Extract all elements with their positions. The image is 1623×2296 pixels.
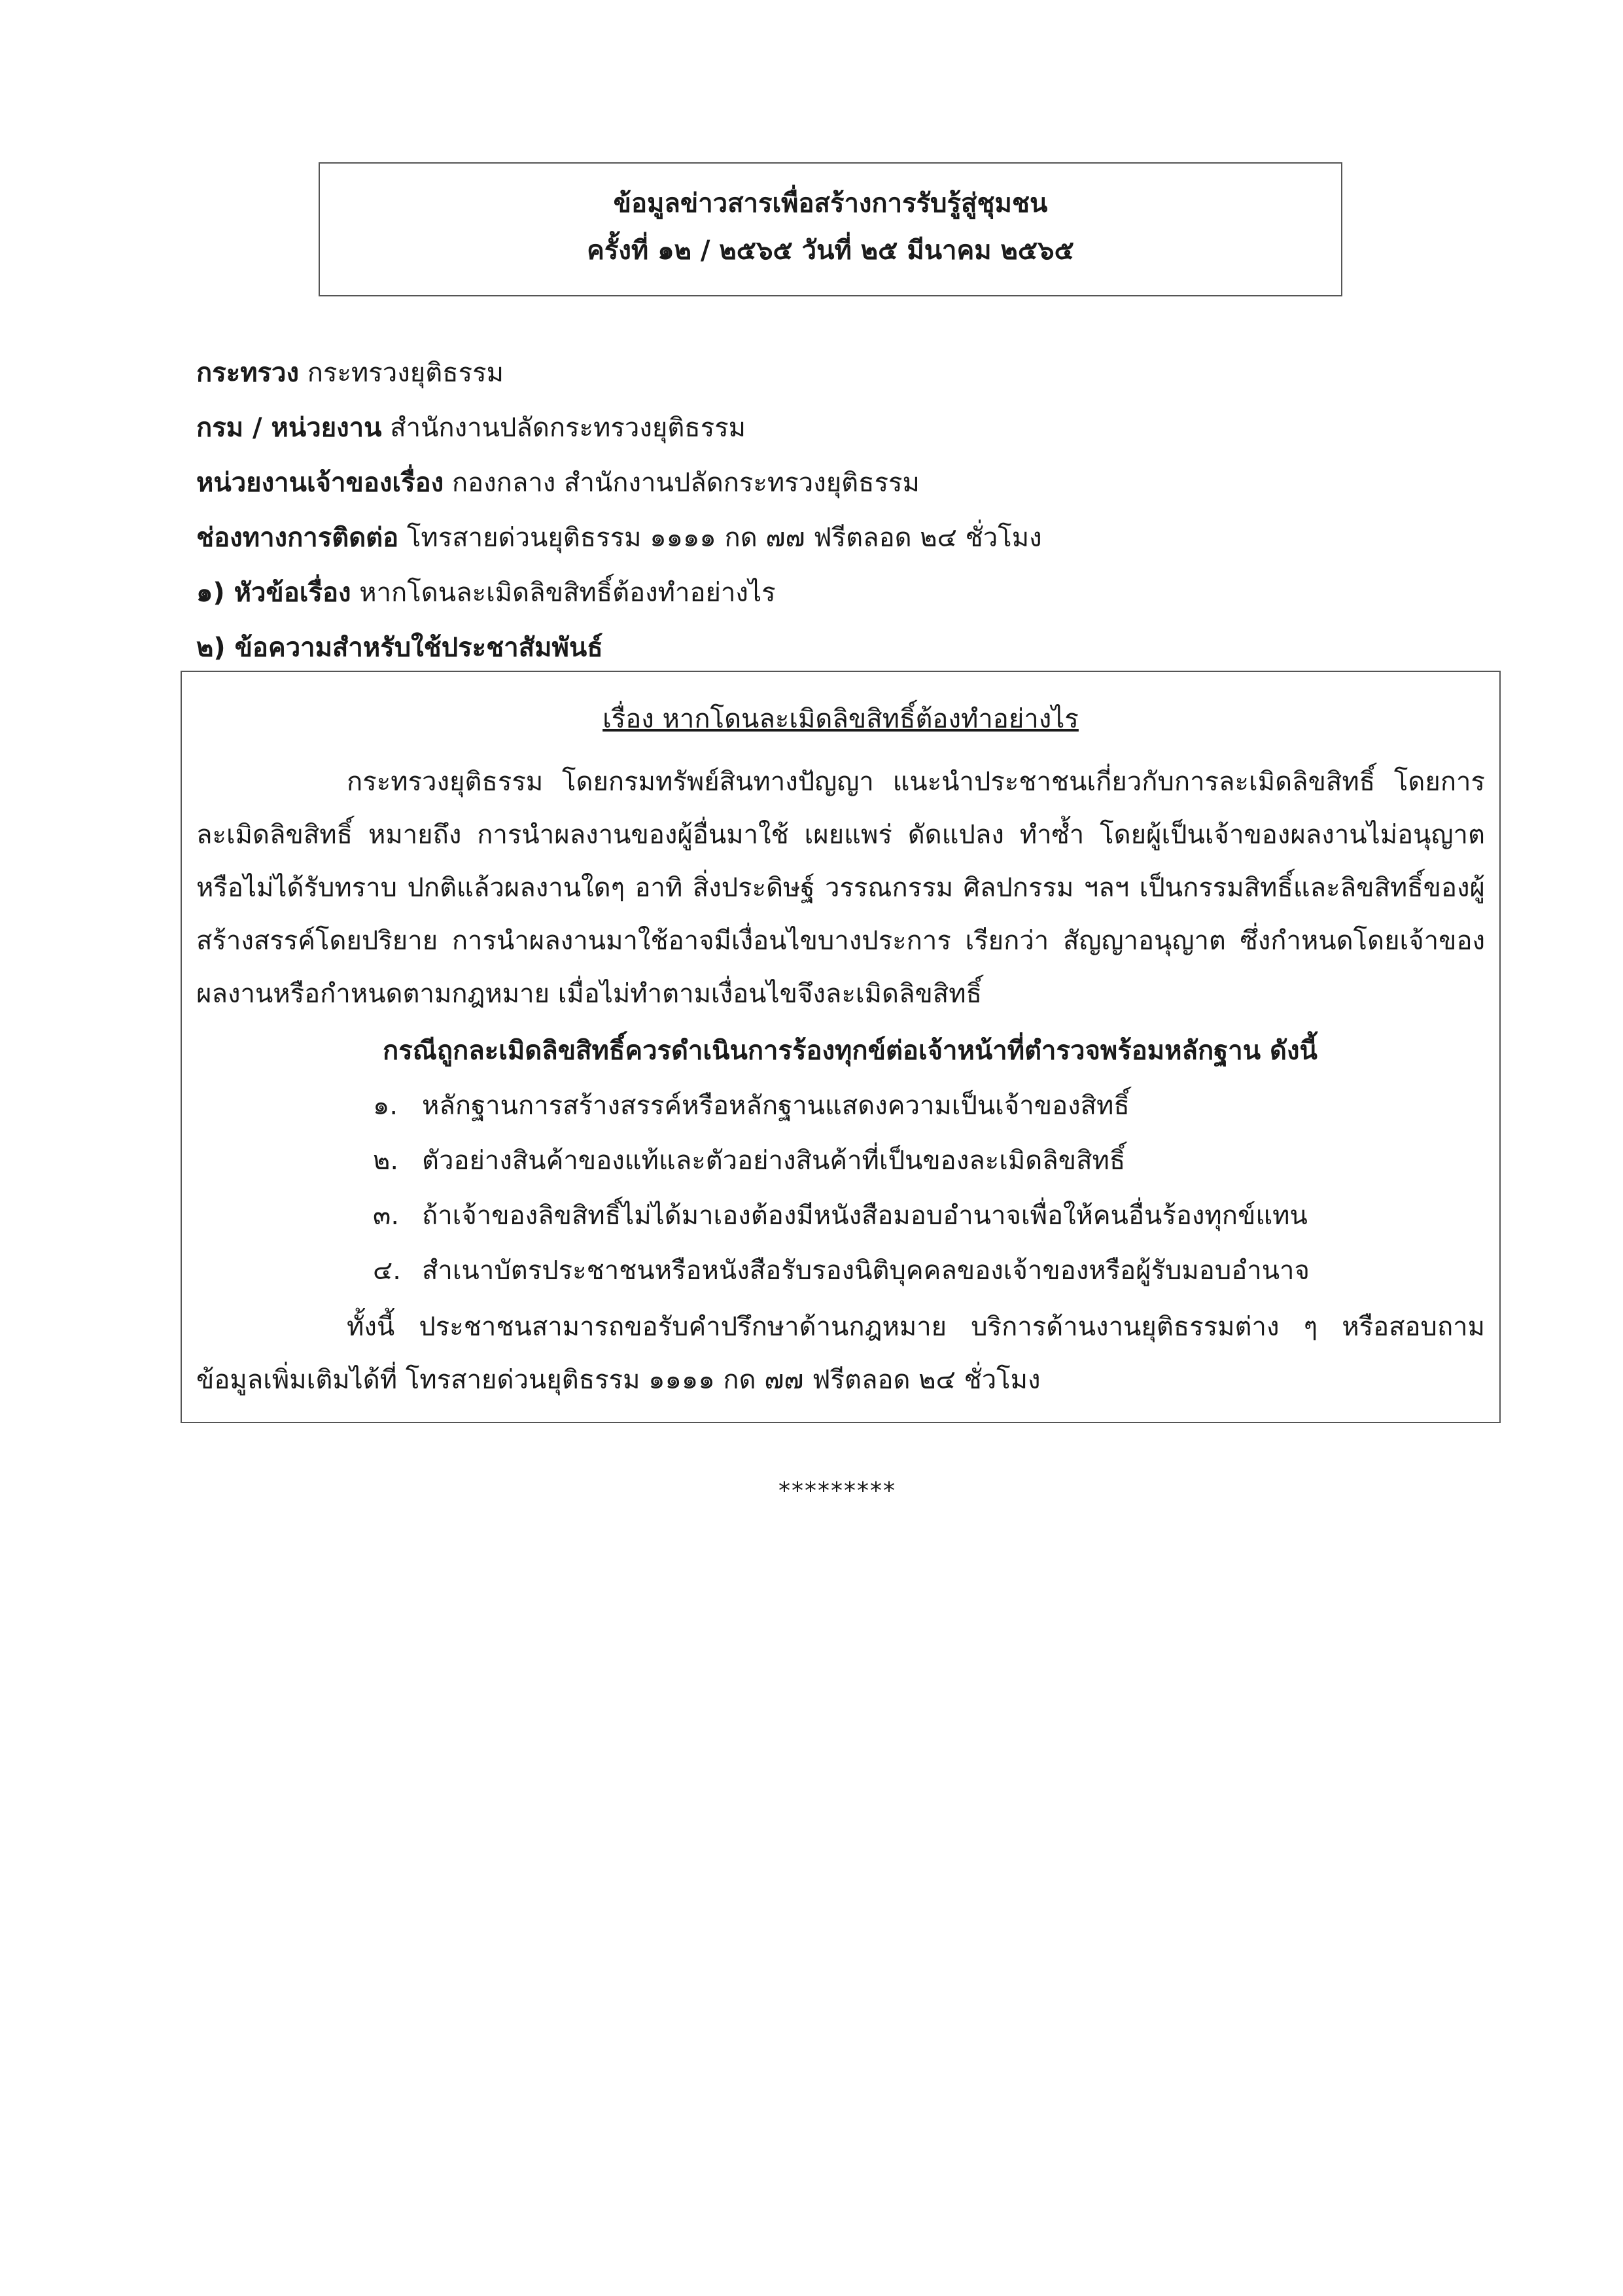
ministry-line	[196, 345, 1439, 400]
closing-text: ทั้งนี้ ประชาชนสามารถขอรับคำปรึกษาด้านกฎหมาย บริการด้านงานยุติธรรมต่าง ๆ หรือสอบถามข้อมูลเพิ่มเติมได้ที่ โทรสายด่วนยุติธรรม ๑๑๑๑ กด ๗๗ ฟรีตลอด ๒๔ ชั่วโมง	[196, 1312, 1485, 1395]
topic-label: ๑) หัวข้อเรื่อง	[196, 578, 351, 608]
intro-paragraph	[196, 756, 1485, 1021]
requirements-heading: กรณีถูกละเมิดลิขสิทธิ์ควรดำเนินการร้องทุกข์ต่อเจ้าหน้าที่ตำรวจพร้อมหลักฐาน ดังนี้	[383, 1036, 1318, 1066]
pr-line	[196, 620, 1439, 675]
requirements-list	[196, 1078, 1485, 1298]
list-item: ๓. ถ้าเจ้าของลิขสิทธิ์ไม่ได้มาเองต้องมีหนังสือมอบอำนาจเพื่อให้คนอื่นร้องทุกข์แทน	[373, 1201, 1308, 1231]
intro-text: กระทรวงยุติธรรม โดยกรมทรัพย์สินทางปัญญา แนะนำประชาชนเกี่ยวกับการละเมิดลิขสิทธิ์ โดยการละเมิดลิขสิทธิ์ หมายถึง การนำผลงานของผู้อื่นมาใช้ เผยแพร่ ดัดแปลง ทำซ้ำ โดยผู้เป็นเจ้าของผลงานไม่อนุญาตหรือไม่ได้รับทราบ ปกติแล้วผลงานใดๆ อาทิ สิ่งประดิษฐ์ วรรณกรรม ศิลปกรรม ฯลฯ เป็นกรรมสิทธิ์และลิขสิทธิ์ของผู้สร้างสรรค์โดยปริยาย การนำผลงานมาใช้อาจมีเงื่อนไขบางประการ เรียกว่า สัญญาอนุญาต ซึ่งกำหนดโดยเจ้าของผลงานหรือกำหนดตามกฎหมาย เมื่อไม่ทำตามเงื่อนไขจึงละเมิดลิขสิทธิ์	[196, 767, 1485, 1009]
issue-line: ครั้งที่ ๑๒ / ๒๕๖๕ วันที่ ๒๕ มีนาคม ๒๕๖๕	[587, 236, 1074, 266]
department-line	[196, 400, 1439, 455]
contact-value: โทรสายด่วนยุติธรรม ๑๑๑๑ กด ๗๗ ฟรีตลอด ๒๔ ชั่วโมง	[398, 523, 1042, 553]
header-box	[319, 162, 1342, 296]
list-item: ๑. หลักฐานการสร้างสรรค์หรือหลักฐานแสดงความเป็นเจ้าของสิทธิ์	[373, 1091, 1130, 1121]
department-label: กรม / หน่วยงาน	[196, 413, 382, 443]
meta-section	[196, 345, 1439, 675]
contact-line	[196, 510, 1439, 565]
department-value: สำนักงานปลัดกระทรวงยุติธรรม	[381, 413, 746, 443]
contact-label: ช่องทางการติดต่อ	[196, 523, 399, 553]
pr-content-box	[181, 671, 1501, 1423]
box-title: เรื่อง หากโดนละเมิดลิขสิทธิ์ต้องทำอย่างไร	[602, 704, 1079, 734]
closing-paragraph	[196, 1301, 1485, 1407]
topic-value: หากโดนละเมิดลิขสิทธิ์ต้องทำอย่างไร	[351, 578, 776, 608]
owner-line	[196, 455, 1439, 510]
footer-separator: *********	[778, 1477, 896, 1504]
ministry-label: กระทรวง	[196, 358, 300, 388]
document-title: ข้อมูลข่าวสารเพื่อสร้างการรับรู้สู่ชุมชน	[613, 188, 1048, 219]
ministry-value: กระทรวงยุติธรรม	[299, 358, 504, 388]
owner-value: กองกลาง สำนักงานปลัดกระทรวงยุติธรรม	[444, 468, 920, 498]
pr-label: ๒) ข้อความสำหรับใช้ประชาสัมพันธ์	[196, 633, 603, 663]
owner-label: หน่วยงานเจ้าของเรื่อง	[196, 468, 444, 498]
list-item: ๔. สำเนาบัตรประชาชนหรือหนังสือรับรองนิติบุคคลของเจ้าของหรือผู้รับมอบอำนาจ	[373, 1256, 1310, 1286]
topic-line	[196, 565, 1439, 620]
list-item: ๒. ตัวอย่างสินค้าของแท้และตัวอย่างสินค้าที่เป็นของละเมิดลิขสิทธิ์	[373, 1146, 1126, 1176]
